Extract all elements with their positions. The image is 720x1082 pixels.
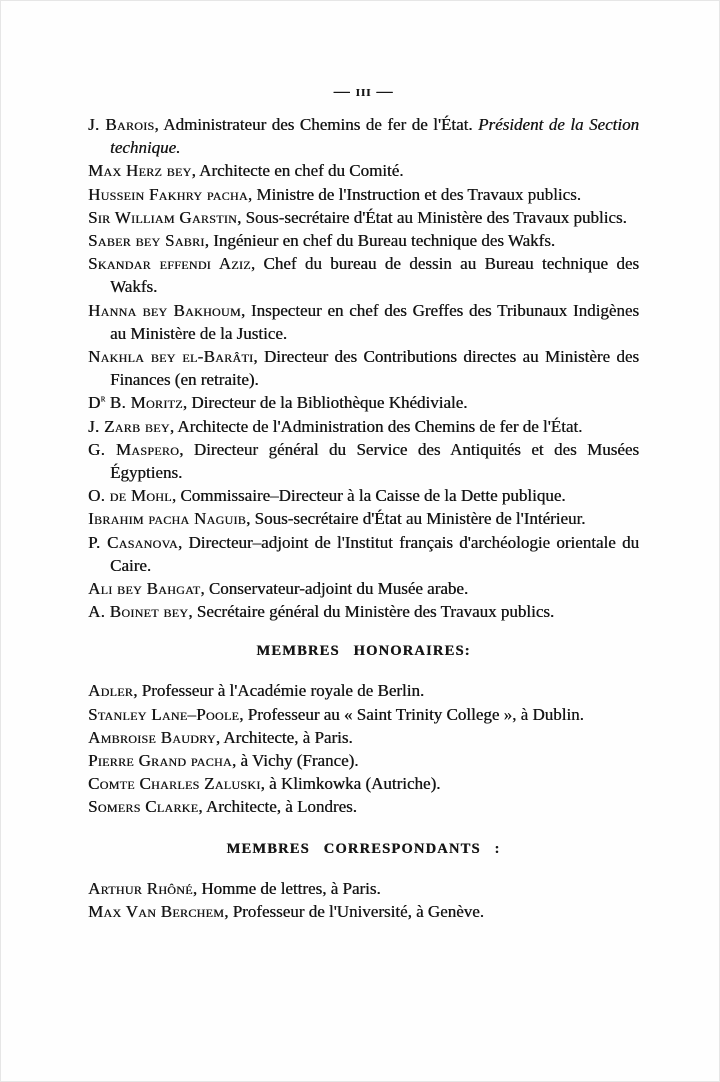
member-entry bbox=[88, 795, 639, 818]
member-description: , Architecte, à Paris. bbox=[215, 727, 353, 747]
member-description: , Administrateur des Chemins de fer de l'État. bbox=[154, 115, 479, 134]
member-name: O. de Mohl bbox=[88, 486, 172, 506]
member-name: Hanna bey Bakhoum bbox=[88, 300, 241, 320]
member-name: Adler bbox=[88, 681, 134, 701]
member-name: J. Barois bbox=[88, 115, 155, 134]
member-entry bbox=[88, 900, 639, 923]
member-entry bbox=[88, 577, 639, 600]
section-heading-membres-honoraires: MEMBRES HONORAIRES: bbox=[256, 643, 471, 660]
member-name: Stanley Lane–Poole bbox=[88, 704, 240, 724]
member-name: Sir William Garstin bbox=[88, 207, 237, 227]
member-name: Skandar effendi Aziz bbox=[88, 254, 251, 274]
member-entry bbox=[88, 252, 639, 298]
member-entry bbox=[88, 345, 639, 391]
member-description: , Homme de lettres, à Paris. bbox=[192, 878, 381, 898]
member-description: , Architecte en chef du Comité. bbox=[191, 161, 404, 181]
section-heading-membres-correspondants: MEMBRES CORRESPONDANTS : bbox=[226, 840, 501, 857]
member-entry bbox=[88, 679, 639, 702]
member-entry bbox=[88, 415, 639, 438]
member-entry bbox=[88, 183, 639, 206]
member-description: , Professeur au « Saint Trinity College », à Dublin. bbox=[239, 704, 584, 724]
member-description: , Professeur à l'Académie royale de Berlin. bbox=[133, 681, 425, 701]
member-description: , Professeur de l'Université, à Genève. bbox=[224, 901, 484, 921]
member-entry bbox=[88, 206, 639, 229]
member-role-italic: Président de la Section technique. bbox=[110, 115, 639, 158]
member-description: , Chef du bureau de dessin au Bureau technique des Wakfs. bbox=[110, 254, 639, 297]
member-name: Hussein Fakhry pacha bbox=[88, 184, 248, 204]
member-description: , Ministre de l'Instruction et des Travaux publics. bbox=[247, 184, 581, 204]
member-entry bbox=[88, 877, 639, 900]
member-description: , Architecte de l'Administration des Chemins de fer de l'État. bbox=[169, 416, 583, 436]
member-name: B. Moritz bbox=[105, 393, 183, 413]
member-entry bbox=[88, 507, 639, 530]
member-entry bbox=[88, 703, 639, 726]
member-entry bbox=[88, 726, 639, 749]
member-name: Comte Charles Zaluski bbox=[88, 774, 261, 794]
member-entry bbox=[88, 600, 639, 623]
member-name: Arthur Rhôné bbox=[88, 878, 193, 898]
member-entry bbox=[88, 159, 639, 182]
member-name: Max Van Berchem bbox=[88, 901, 225, 921]
member-entry bbox=[88, 772, 639, 795]
member-description: , à Vichy (France). bbox=[231, 751, 359, 771]
member-description: , Architecte, à Londres. bbox=[198, 797, 357, 817]
committee-member-list bbox=[88, 113, 639, 623]
member-description: , Inspecteur en chef des Greffes des Tribunaux Indigènes au Ministère de la Justice. bbox=[110, 300, 639, 343]
corresponding-member-list bbox=[88, 877, 639, 923]
member-name: Ali bey Bahgat bbox=[88, 579, 201, 599]
member-description: , Directeur général du Service des Antiquités et des Musées Égyptiens. bbox=[110, 439, 639, 483]
member-name: D bbox=[88, 393, 101, 413]
page-content bbox=[88, 83, 639, 923]
member-entry bbox=[88, 299, 639, 345]
member-name: J. Zarb bey bbox=[88, 416, 170, 436]
member-entry bbox=[88, 749, 639, 772]
member-description: , Sous-secrétaire d'État au Ministère de l'Intérieur. bbox=[246, 509, 586, 529]
member-name: Saber bey Sabri bbox=[88, 231, 205, 251]
member-name: G. Maspero bbox=[88, 439, 180, 459]
member-description: , Directeur de la Bibliothèque Khédiviale. bbox=[182, 393, 468, 413]
member-entry bbox=[88, 229, 639, 252]
member-description: , Directeur–adjoint de l'Institut français d'archéologie orientale du Caire. bbox=[110, 532, 639, 575]
member-entry bbox=[88, 438, 639, 484]
member-description: , Directeur des Contributions directes au Ministère des Finances (en retraite). bbox=[110, 347, 639, 390]
member-name: P. Casanova bbox=[88, 532, 178, 552]
member-name-superscript: r bbox=[100, 393, 106, 405]
member-entry bbox=[88, 113, 639, 159]
member-name: Ambroise Baudry bbox=[88, 727, 216, 747]
member-name: Somers Clarke bbox=[88, 797, 199, 817]
member-name: Nakhla bey el-Barâti bbox=[88, 347, 254, 367]
honorary-member-list bbox=[88, 679, 639, 818]
member-name: A. Boinet bey bbox=[88, 602, 189, 622]
member-description: , Ingénieur en chef du Bureau technique des Wakfs. bbox=[204, 231, 556, 251]
member-name: Pierre Grand pacha bbox=[88, 751, 232, 771]
member-name: Ibrahim pacha Naguib bbox=[88, 509, 247, 529]
member-description: , Conservateur-adjoint du Musée arabe. bbox=[200, 579, 469, 599]
page-number: — iii — bbox=[333, 83, 394, 100]
member-description: , Commissaire–Directeur à la Caisse de la Dette publique. bbox=[171, 486, 566, 506]
member-entry bbox=[88, 484, 639, 507]
member-description: , Secrétaire général du Ministère des Travaux publics. bbox=[188, 602, 555, 622]
member-entry bbox=[88, 391, 639, 414]
member-name: Max Herz bey bbox=[88, 161, 192, 181]
member-entry bbox=[88, 531, 639, 577]
member-description: , Sous-secrétaire d'État au Ministère des Travaux publics. bbox=[237, 207, 627, 227]
member-description: , à Klimkowka (Autriche). bbox=[260, 774, 441, 794]
